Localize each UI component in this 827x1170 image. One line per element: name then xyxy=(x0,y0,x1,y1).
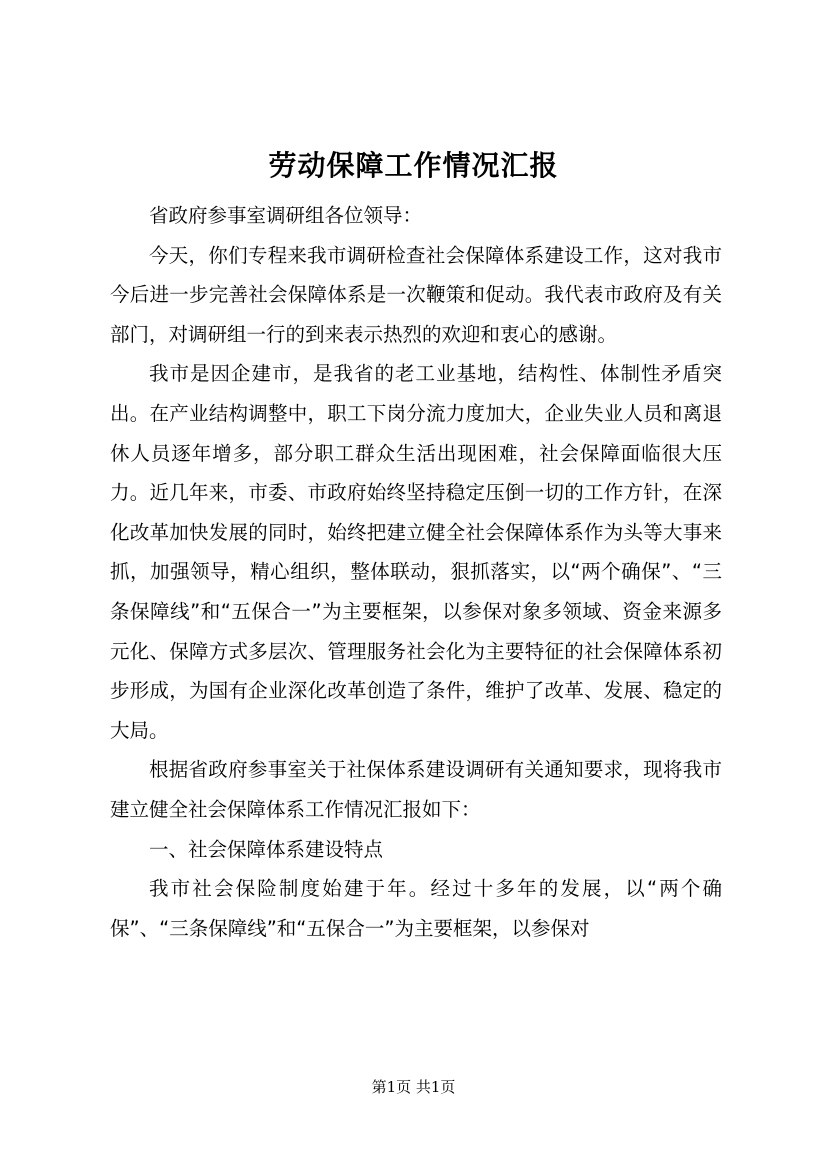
salutation-paragraph: 省政府参事室调研组各位领导： xyxy=(149,204,423,227)
page-footer: 第1页 共1页 xyxy=(371,1078,456,1096)
section-heading: 一、社会保障体系建设特点 xyxy=(149,837,384,861)
document-body xyxy=(110,196,722,948)
purpose-paragraph: 根据省政府参事室关于社保体系建设调研有关通知要求，现将我市建立健全社会保障体系工作情况汇报如下： xyxy=(110,758,722,821)
document-title: 劳动保障工作情况汇报 xyxy=(268,149,559,182)
intro-paragraph: 今天，你们专程来我市调研检查社会保障体系建设工作，这对我市今后进一步完善社会保障体系是一次鞭策和促动。我代表市政府及有关部门，对调研组一行的到来表示热烈的欢迎和衷心的感谢。 xyxy=(110,243,722,346)
background-paragraph: 我市是因企建市，是我省的老工业基地，结构性、体制性矛盾突出。在产业结构调整中，职工下岗分流力度加大，企业失业人员和离退休人员逐年增多，部分职工群众生活出现困难，社会保障面临很大压力。近几年来，市委、市政府始终坚持稳定压倒一切的工作方针，在深化改革加快发展的同时，始终把建立健全社会保障体系作为头等大事来抓，加强领导，精心组织，整体联动，狠抓落实，以“两个确保”、“三条保障线”和“五保合一”为主要框架，以参保对象多领域、资金来源多元化、保障方式多层次、管理服务社会化为主要特征的社会保障体系初步形成，为国有企业深化改革创造了条件，维护了改革、发展、稳定的大局。 xyxy=(110,362,722,742)
section-paragraph: 我市社会保险制度始建于年。经过十多年的发展，以“两个确保”、“三条保障线”和“五保合一”为主要框架，以参保对 xyxy=(110,877,722,940)
